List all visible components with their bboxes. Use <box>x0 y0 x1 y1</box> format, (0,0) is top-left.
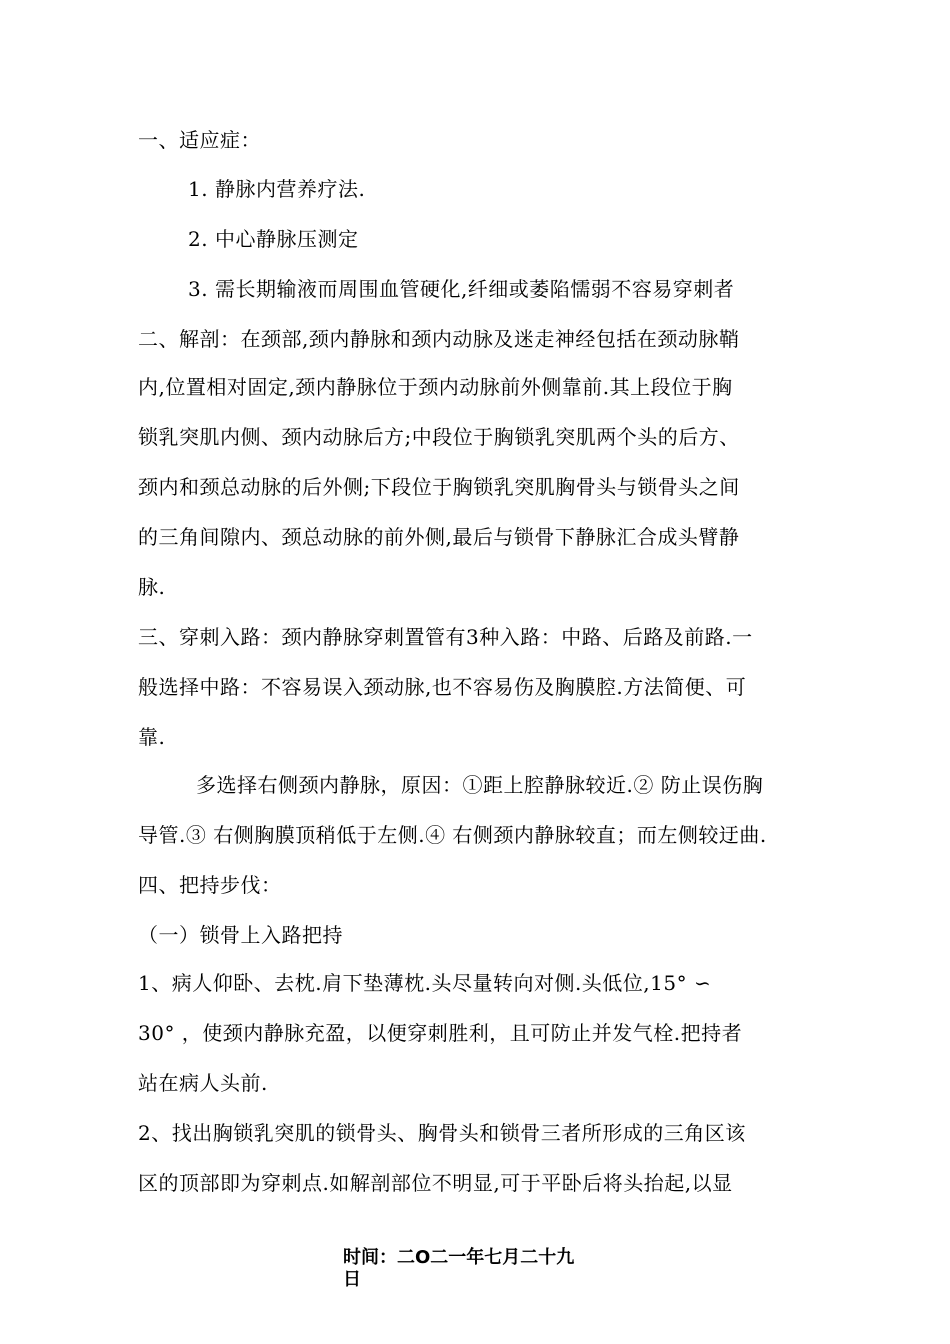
paragraph-line: 1、病人仰卧、去枕.肩下垫薄枕.头尽量转向对侧.头低位,15° ∽ <box>138 971 712 995</box>
paragraph-line: 三、穿刺入路：颈内静脉穿刺置管有3种入路：中路、后路及前路.一 <box>138 625 753 649</box>
list-item: 2. 中心静脉压测定 <box>188 227 359 251</box>
paragraph-line: 区的顶部即为穿刺点.如解剖部位不明显,可于平卧后将头抬起,以显 <box>138 1171 733 1195</box>
paragraph-line: 脉. <box>138 575 166 599</box>
paragraph-line: 内,位置相对固定,颈内静脉位于颈内动脉前外侧靠前.其上段位于胸 <box>138 375 733 399</box>
footer-date-continued: 日 <box>343 1269 361 1290</box>
list-item: 3. 需长期输液而周围血管硬化,纤细或萎陷懦弱不容易穿刺者 <box>188 277 735 301</box>
paragraph-line: 靠. <box>138 725 166 749</box>
paragraph-line: 导管.③ 右侧胸膜顶稍低于左侧.④ 右侧颈内静脉较直；而左侧较迂曲. <box>138 823 767 847</box>
paragraph-line: 锁乳突肌内侧、颈内动脉后方;中段位于胸锁乳突肌两个头的后方、 <box>138 425 740 449</box>
paragraph-line: 的三角间隙内、颈总动脉的前外侧,最后与锁骨下静脉汇合成头臂静 <box>138 525 740 549</box>
heading-steps: 四、把持步伐： <box>138 873 282 897</box>
list-item: 1. 静脉内营养疗法. <box>188 177 366 201</box>
paragraph-line: 般选择中路：不容易误入颈动脉,也不容易伤及胸膜腔.方法简便、可 <box>138 675 747 699</box>
paragraph-line: 多选择右侧颈内静脉，原因：①距上腔静脉较近.② 防止误伤胸 <box>196 773 764 797</box>
paragraph-line: 颈内和颈总动脉的后外侧;下段位于胸锁乳突肌胸骨头与锁骨头之间 <box>138 475 740 499</box>
heading-indications: 一、适应症： <box>138 128 261 152</box>
paragraph-line: 2、找出胸锁乳突肌的锁骨头、胸骨头和锁骨三者所形成的三角区该 <box>138 1121 746 1145</box>
footer-date: 时间：二O二一年七月二十九 <box>343 1247 575 1268</box>
paragraph-line: 二、解剖：在颈部,颈内静脉和颈内动脉及迷走神经包括在颈动脉鞘 <box>138 327 740 351</box>
paragraph-line: 30° ，使颈内静脉充盈，以便穿刺胜利，且可防止并发气栓.把持者 <box>138 1021 743 1045</box>
subheading: （一）锁骨上入路把持 <box>138 923 343 947</box>
paragraph-line: 站在病人头前. <box>138 1071 268 1095</box>
